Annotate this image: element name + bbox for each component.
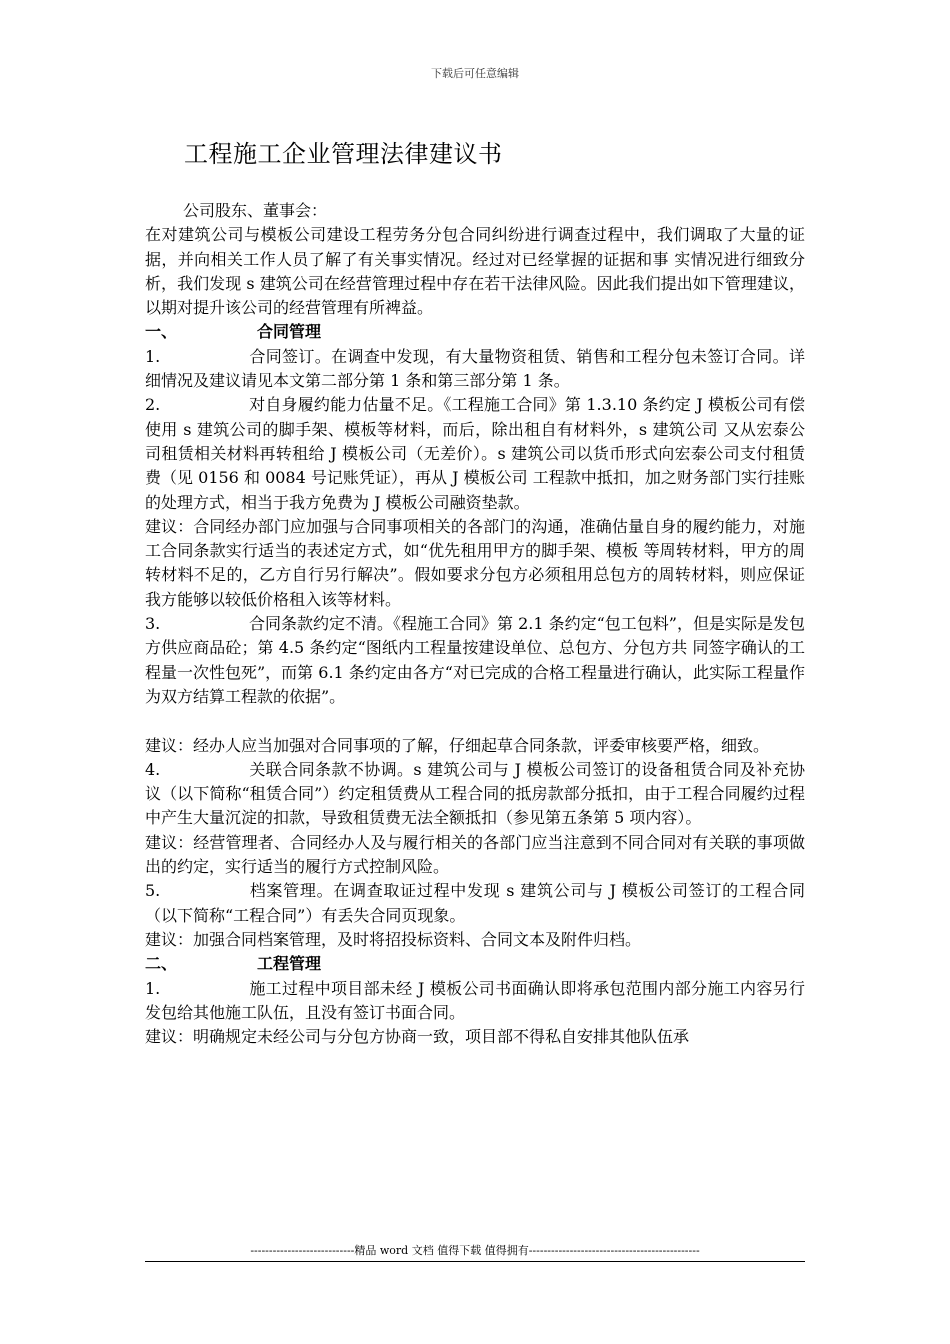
blank-line [145, 709, 805, 733]
advice-paragraph: 建议：加强合同档案管理，及时将招投标资料、合同文本及附件归档。 [145, 929, 642, 949]
item-number: 2. [145, 395, 161, 415]
advice-paragraph: 建议：经营管理者、合同经办人及与履行相关的各部门应当注意到不同合同对有关联的事项做出的约定，实行适当的履行方式控制风险。 [145, 832, 805, 877]
list-item [145, 393, 805, 514]
item-number: 5. [145, 881, 161, 901]
document-body [145, 199, 805, 1049]
page-header-note: 下载后可任意编辑 [431, 67, 519, 80]
section-heading-engineering [145, 952, 805, 976]
item-text: 对自身履约能力估量不足。《工程施工合同》第 1.3.10 条约定 J 模板公司有偿使用 s 建筑公司的脚手架、模板等材料，而后，除出租自有材料外，s 建筑公司 又从宏泰公司租赁相关材料再转租给 J 模板公司（无差价）。s 建筑公司以货币形式向宏泰公司支付租赁费（见 0156 和 0084 号记账凭证），再从 J 模板公司 工程款中抵扣，加之财务部门实行挂账的处理方式，相当于我方免费为 J 模板公司融资垫款。 [145, 395, 805, 512]
item-number: 1. [145, 346, 161, 366]
item-number: 1. [145, 978, 161, 998]
footer-text: ----------------------------精品 word 文档 值得下载 值得拥有---------------------------------------------- [250, 1244, 700, 1257]
item-text: 档案管理。在调查取证过程中发现 s 建筑公司与 J 模板公司签订的工程合同（以下简称“工程合同”）有丢失合同页现象。 [145, 881, 805, 925]
document-title: 工程施工企业管理法律建议书 [184, 140, 503, 168]
list-item [145, 758, 805, 831]
item-text: 合同签订。在调查中发现，有大量物资租赁、销售和工程分包未签订合同。详细情况及建议请见本文第二部分第 1 条和第三部分第 1 条。 [145, 346, 805, 391]
advice-paragraph: 建议：明确规定未经公司与分包方协商一致，项目部不得私自安排其他队伍承 [145, 1027, 690, 1047]
section-number: 一、 [145, 322, 178, 342]
item-text: 关联合同条款不协调。s 建筑公司与 J 模板公司签订的设备租赁合同及补充协议（以下简称“租赁合同”）约定租赁费从工程合同的抵房款部分抵扣，由于工程合同履约过程中产生大量沉淀的扣款，导致租赁费无法全额抵扣（参见第五条第 5 项内容）。 [145, 759, 805, 828]
list-item [145, 612, 805, 709]
list-item [145, 345, 805, 394]
footer-divider [145, 1261, 805, 1262]
advice-paragraph: 建议：合同经办部门应加强与合同事项相关的各部门的沟通，准确估量自身的履约能力，对施工合同条款实行适当的表述定方式，如“优先租用甲方的脚手架、模板 等周转材料，甲方的周转材料不足的，乙方自行另行解决”。假如要求分包方必须租用总包方的周转材料，则应保证我方能够以较低价格租入该等材料。 [145, 516, 805, 609]
salutation: 公司股东、董事会： [183, 201, 328, 220]
item-number: 3. [145, 614, 161, 634]
advice-paragraph: 建议：经办人应当加强对合同事项的了解，仔细起草合同条款，评委审核要严格，细致。 [145, 735, 770, 755]
intro-paragraph: 在对建筑公司与模板公司建设工程劳务分包合同纠纷进行调查过程中，我们调取了大量的证据，并向相关工作人员了解了有关事实情况。经过对已经掌握的证据和事 实情况进行细致分析，我们发现 s 建筑公司在经营管理过程中存在若干法律风险。因此我们提出如下管理建议，以期对提升该公司的经营管理有所裨益。 [145, 225, 805, 318]
section-title: 工程管理 [257, 954, 322, 974]
section-title: 合同管理 [257, 322, 322, 342]
list-item [145, 977, 805, 1026]
section-number: 二、 [145, 954, 178, 974]
item-text: 施工过程中项目部未经 J 模板公司书面确认即将承包范围内部分施工内容另行发包给其他施工队伍，且没有签订书面合同。 [145, 978, 805, 1022]
section-heading-contract [145, 320, 805, 344]
item-number: 4. [145, 759, 161, 779]
list-item [145, 879, 805, 928]
item-text: 合同条款约定不清。《程施工合同》第 2.1 条约定“包工包料”，但是实际是发包方供应商品砼；第 4.5 条约定“图纸内工程量按建设单位、总包方、分包方共 同签字确认的工程量一次性包死”，而第 6.1 条约定由各方“对已完成的合格工程量进行确认，此实际工程量作为双方结算工程款的依据”。 [145, 614, 805, 706]
